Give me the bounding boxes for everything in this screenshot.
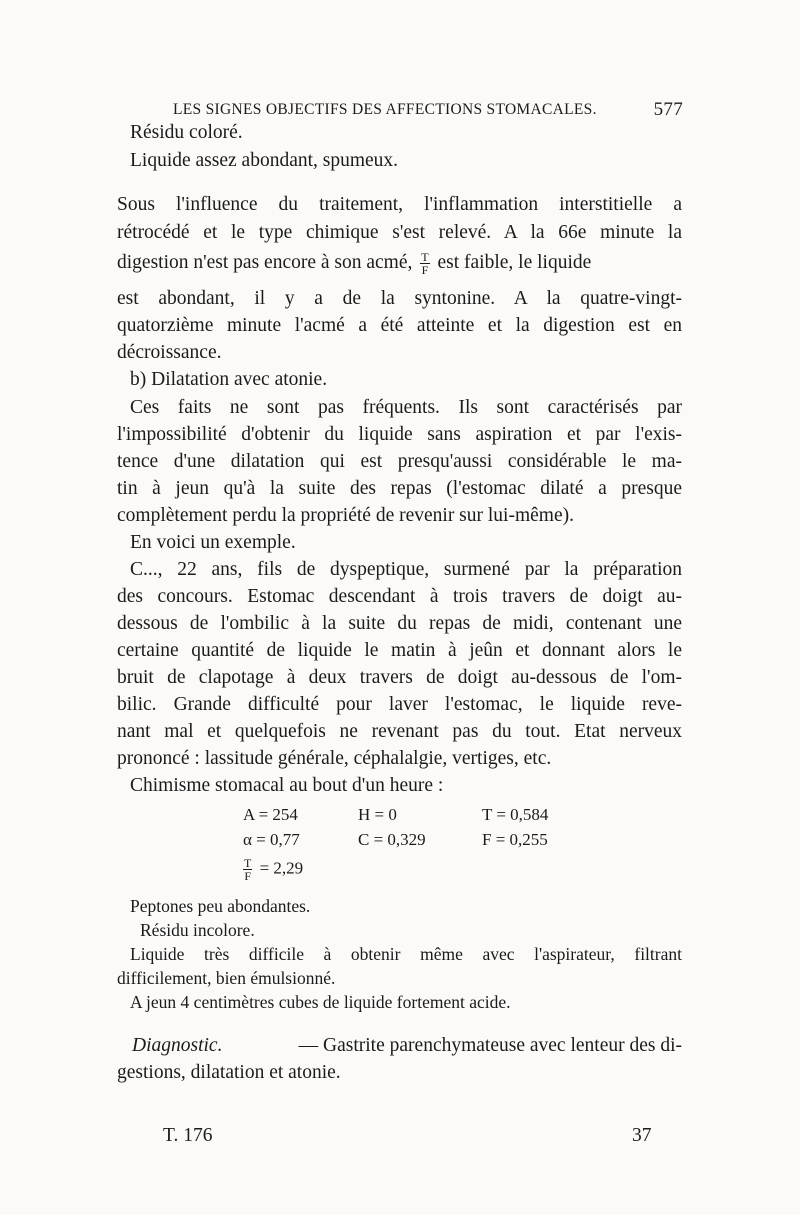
text-fragment: est faible, le liquide [437, 252, 592, 273]
text-line: nant mal et quelquefois ne revenant pas du tout. Etat nerveux [117, 721, 682, 742]
table-cell: C = 0,329 [358, 830, 426, 849]
table-cell: T = 0,584 [482, 805, 549, 824]
text-line: dessous de l'ombilic à la suite du repas de midi, contenant une [117, 613, 682, 634]
table-cell: α = 0,77 [243, 830, 300, 849]
text-line: A jeun 4 centimètres cubes de liquide fortement acide. [130, 992, 511, 1012]
running-title: LES SIGNES OBJECTIFS DES AFFECTIONS STOMACALES. [173, 101, 597, 118]
table-cell: F = 0,255 [482, 830, 548, 849]
text-line: Résidu coloré. [130, 122, 243, 143]
fraction-denominator: F [244, 869, 252, 883]
fraction-t-over-f [420, 251, 429, 276]
fraction-t-over-f [243, 857, 252, 882]
footer-signature: T. 176 [163, 1125, 213, 1146]
text-line: est abondant, il y a de la syntonine. A la quatre-vingt- [117, 288, 682, 309]
section-heading: b) Dilatation avec atonie. [130, 369, 328, 390]
text-fragment: digestion n'est pas encore à son acmé, [117, 252, 413, 273]
text-line: gestions, dilatation et atonie. [117, 1062, 341, 1083]
table-cell: H = 0 [358, 805, 397, 824]
page-number: 577 [653, 99, 683, 120]
text-line: Liquide assez abondant, spumeux. [130, 150, 399, 171]
text-line: tence d'une dilatation qui est presqu'aussi considérable le ma- [117, 451, 682, 472]
text-line: prononcé : lassitude générale, céphalalgie, vertiges, etc. [117, 748, 552, 769]
diagnostic-line [132, 1034, 682, 1058]
text-line: Ces faits ne sont pas fréquents. Ils sont caractérisés par [130, 397, 682, 418]
text-line: tin à jeun qu'à la suite des repas (l'estomac dilaté a presque [117, 478, 682, 499]
ratio-value: = 2,29 [259, 858, 304, 878]
text-line: l'impossibilité d'obtenir du liquide sans aspiration et par l'exis- [117, 424, 682, 445]
diagnostic-label: Diagnostic. [132, 1035, 223, 1056]
text-line: des concours. Estomac descendant à trois travers de doigt au- [117, 586, 682, 607]
text-line: En voici un exemple. [130, 532, 296, 553]
text-line: Résidu incolore. [140, 920, 255, 940]
footer-number: 37 [632, 1125, 652, 1146]
text-line: C..., 22 ans, fils de dyspeptique, surmené par la préparation [130, 559, 682, 580]
text-line: rétrocédé et le type chimique s'est relevé. A la 66e minute la [117, 222, 682, 243]
text-line: Chimisme stomacal au bout d'un heure : [130, 775, 444, 796]
text-line: quatorzième minute l'acmé a été atteinte et la digestion est en [117, 315, 682, 336]
fraction-denominator: F [421, 263, 429, 278]
fraction-numerator: T [421, 250, 429, 265]
text-line: bruit de clapotage à deux travers de doigt au-dessous de l'om- [117, 667, 682, 688]
text-line: complètement perdu la propriété de revenir sur lui-même). [117, 505, 574, 526]
text-line: difficilement, bien émulsionné. [117, 968, 336, 988]
text-line: bilic. Grande difficulté pour laver l'estomac, le liquide reve- [117, 694, 682, 715]
table-cell: A = 254 [243, 805, 298, 824]
text-line: certaine quantité de liquide le matin à jeûn et donnant alors le [117, 640, 682, 661]
fraction-numerator: T [244, 856, 252, 870]
text-fragment: — Gastrite parenchymateuse avec lenteur des di- [298, 1035, 682, 1056]
text-line: Sous l'influence du traitement, l'inflammation interstitielle a [117, 194, 682, 215]
text-line: Liquide très difficile à obtenir même avec l'aspirateur, filtrant [130, 944, 682, 964]
text-line: Peptones peu abondantes. [130, 896, 311, 916]
table-cell-ratio [240, 857, 303, 882]
text-line-with-fraction [117, 251, 591, 276]
text-line: décroissance. [117, 342, 222, 363]
